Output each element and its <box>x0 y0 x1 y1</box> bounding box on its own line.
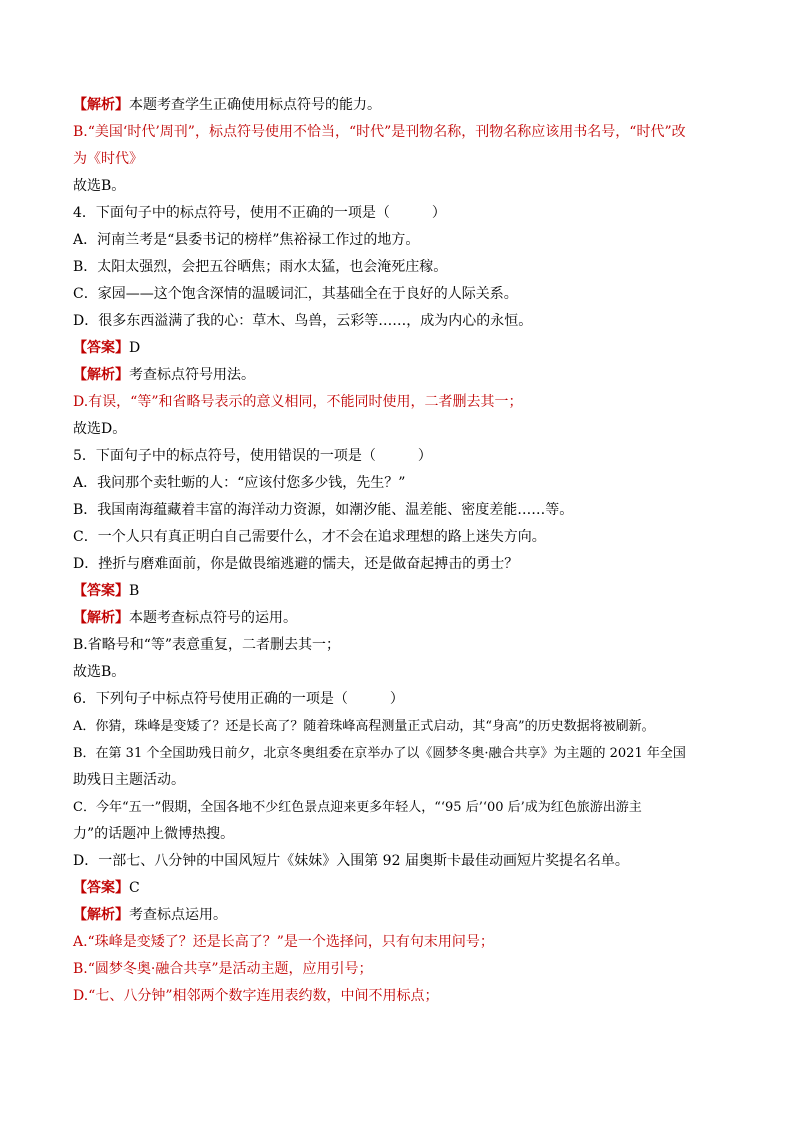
q4-option-c: C．家园——这个饱含深情的温暖词汇，其基础全在于良好的人际关系。 <box>73 286 518 302</box>
q5-option-b: B．我国南海蕴藏着丰富的海洋动力资源，如潮汐能、温差能、密度差能……等。 <box>73 502 574 518</box>
q6-option-b-line1: B．在第 31 个全国助残日前夕，北京冬奥组委在京举办了以《圆梦冬奥·融合共享》为主题的 2021 年全国 <box>73 746 686 761</box>
q6-stem: 6．下列句子中标点符号使用正确的一项是（ ） <box>73 691 404 707</box>
q4-detail: D.有误，“等”和省略号表示的意义相同，不能同时使用，二者删去其一； <box>73 394 523 410</box>
q3-analysis-text: 本题考查学生正确使用标点符号的能力。 <box>129 97 381 113</box>
q6-detail-b: B.“圆梦冬奥·融合共享”是活动主题，应用引号； <box>73 961 373 977</box>
q3-detail-line <box>73 119 723 146</box>
q5-detail: B.省略号和“等”表意重复，二者删去其一； <box>73 637 341 653</box>
q5-option-c: C．一个人只有真正明白自己需要什么，才不会在追求理想的路上迷失方向。 <box>73 529 546 545</box>
q4-answer: D <box>129 340 141 356</box>
q6-analysis-text: 考查标点运用。 <box>129 907 227 923</box>
answer-tag: 【答案】 <box>73 880 129 896</box>
q6-option-d: D．一部七、八分钟的中国风短片《妹妹》入围第 92 届奥斯卡最佳动画短片奖提名名单。 <box>73 853 629 869</box>
analysis-tag: 【解析】 <box>73 367 129 383</box>
q4-option-d: D．很多东西溢满了我的心：草木、鸟兽，云彩等……，成为内心的永恒。 <box>73 313 533 329</box>
q4-choose: 故选D。 <box>73 421 127 437</box>
q4-option-a: A．河南兰考是“县委书记的榜样”焦裕禄工作过的地方。 <box>73 232 420 248</box>
q4-analysis-text: 考查标点符号用法。 <box>129 367 255 383</box>
q6-answer: C <box>129 880 140 896</box>
q5-choose: 故选B。 <box>73 664 126 680</box>
analysis-tag: 【解析】 <box>73 907 129 923</box>
q3-detail-b-2: “时代”是刊物名称，刊物名称应该用书名号， <box>348 124 630 140</box>
answer-tag: 【答案】 <box>73 340 129 356</box>
analysis-tag: 【解析】 <box>73 97 129 113</box>
q6-detail-d: D.“七、八分钟”相邻两个数字连用表约数，中间不用标点； <box>73 988 439 1004</box>
q5-answer-line <box>73 578 723 605</box>
q6-option-c-line2: 力”的话题冲上微博热搜。 <box>73 826 235 842</box>
q6-detail-a: A.“珠峰是变矮了？还是长高了？”是一个选择问，只有句末用问号； <box>73 934 494 950</box>
q5-option-d: D．挫折与磨难面前，你是做畏缩逃避的懦夫，还是做奋起搏击的勇士？ <box>73 556 519 572</box>
q3-choose: 故选B。 <box>73 178 126 194</box>
q4-option-b: B．太阳太强烈，会把五谷晒焦；雨水太猛，也会淹死庄稼。 <box>73 259 448 275</box>
q6-analysis-line <box>73 902 723 929</box>
q6-option-b-line2: 助残日主题活动。 <box>73 772 185 788</box>
document-body <box>73 92 723 1010</box>
q5-analysis-line <box>73 605 723 632</box>
q4-answer-line <box>73 335 723 362</box>
q3-detail-b-1: B.“美国‘时代’周刊”，标点符号使用不恰当， <box>73 124 349 140</box>
q6-answer-line <box>73 875 723 902</box>
q3-detail-b-4: 改 <box>671 124 686 140</box>
q6-option-c-line1: C．今年“五一”假期，全国各地不少红色景点迎来更多年轻人，“‘95 后’‘00 后’成为红色旅游出游主 <box>73 800 642 815</box>
q3-detail-b-3: “时代” <box>629 124 672 140</box>
analysis-tag: 【解析】 <box>73 610 129 626</box>
q4-analysis-line <box>73 362 723 389</box>
q5-analysis-text: 本题考查标点符号的运用。 <box>129 610 297 626</box>
q5-stem: 5．下面句子中的标点符号，使用错误的一项是（ ） <box>73 448 432 464</box>
q3-analysis-line <box>73 92 723 119</box>
q3-detail-line-2 <box>73 146 723 173</box>
answer-tag: 【答案】 <box>73 583 129 599</box>
q5-answer: B <box>129 583 140 599</box>
q6-option-a: A．你猜，珠峰是变矮了？还是长高了？随着珠峰高程测量正式启动，其“身高”的历史数据将被刷新。 <box>73 719 655 734</box>
q4-stem: 4．下面句子中的标点符号，使用不正确的一项是（ ） <box>73 205 446 221</box>
q3-detail-b-5: 为《时代》 <box>73 151 143 167</box>
q5-option-a: A．我问那个卖牡蛎的人：“应该付您多少钱，先生？” <box>73 475 406 491</box>
